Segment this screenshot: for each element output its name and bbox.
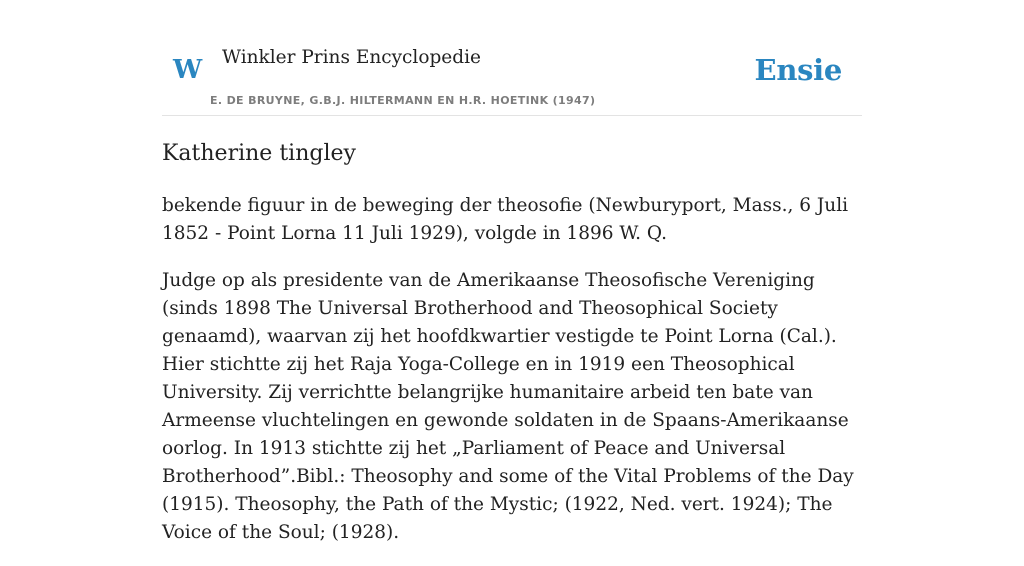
article-paragraph: Judge op als presidente van de Amerikaanse Theosofische Vereniging (sinds 1898 The Universal Brotherhood and Theosophical Society genaamd), waarvan zij het hoofdkwartier vestigde te Point Lorna (Cal.). Hier stichtte zij het Raja Yoga-College en in 1919 een Theosophical University. Zij verrichtte belangrijke humanitaire arbeid ten bate van Armeense vluchtelingen en gewonde soldaten in de Spaans-Amerikaanse oorlog. In 1913 stichtte zij het „Parliament of Peace and Universal Brotherhood”.Bibl.: Theosophy and some of the Vital Problems of the Day (1915). Theosophy, the Path of the Mystic; (1922, Ned. vert. 1924); The Voice of the Soul; (1928). [162,270,854,543]
article-body [162,192,862,566]
publication-authors: E. DE BRUYNE, G.B.J. HILTERMANN EN H.R. HOETINK (1947) [210,94,596,107]
publication-logo[interactable]: W [173,55,203,85]
content-container [162,0,862,543]
ensie-brand-link[interactable]: Ensie [754,53,842,87]
publication-title[interactable]: Winkler Prins Encyclopedie [222,47,481,68]
article-title: Katherine tingley [162,141,356,166]
header [162,0,862,116]
article-paragraph: bekende figuur in de beweging der theosofie (Newburyport, Mass., 6 Juli 1852 - Point Lorna 11 Juli 1929), volgde in 1896 W. Q. [162,195,849,244]
